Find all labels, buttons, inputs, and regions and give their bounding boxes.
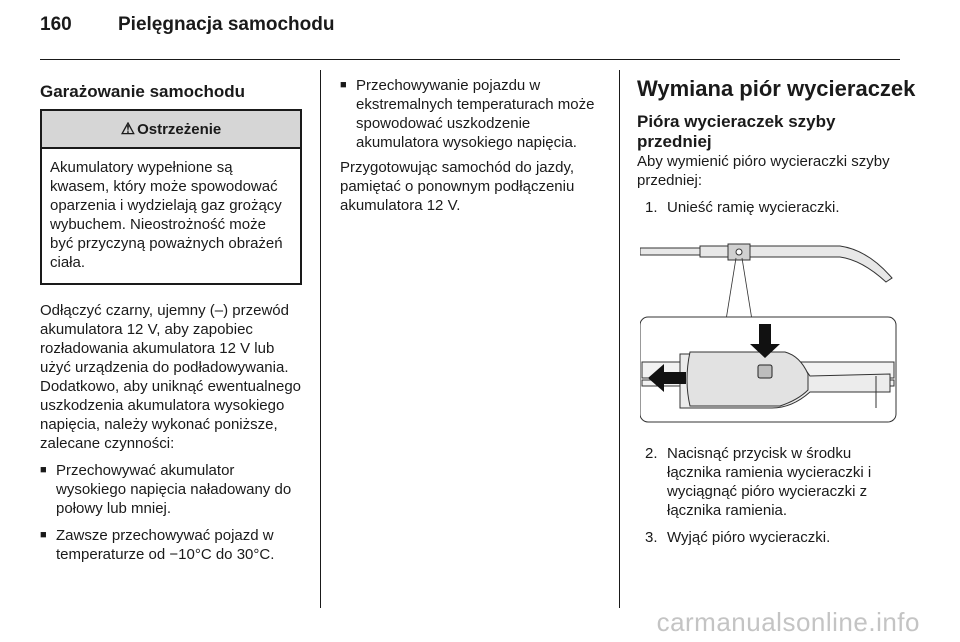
bullet-square-icon: ■ [40,529,47,541]
list-item [40,461,302,518]
middle-column [340,76,602,215]
step-number: 1. [645,199,658,216]
step-item [637,528,899,547]
list-item-text: Przechowywanie pojazdu w ekstremalnych temperaturach może spowodować uszkodzenie akumulatora wysokiego napięcia. [356,77,595,151]
warning-header [42,111,300,149]
list-item [40,526,302,564]
bullet-square-icon: ■ [40,464,47,476]
intro-text: Aby wymienić pióro wycieraczki szyby przedniej: [637,153,890,189]
page-title: Pielęgnacja samochodu [118,14,335,35]
list-item [340,76,602,152]
paragraph: Przygotowując samochód do jazdy, pamiętać o ponownym podłączeniu akumulatora 12 V. [340,159,575,214]
step-number: 2. [645,445,658,462]
warning-triangle-icon: ⚠ [120,120,136,138]
step-text: Unieść ramię wycieraczki. [667,199,840,216]
paragraph: Odłączyć czarny, ujemny (–) przewód akumulatora 12 V, aby zapobiec rozładowania akumulatora 12 V lub użyć urządzenia do podładowywania. Dodatkowo, aby uniknąć ewentualnego uszkodzenia akumulatora wysokiego napięcia, należy wykonać poniższe, zalecane czynności: [40,302,302,452]
step-item [637,198,899,217]
step-number: 3. [645,529,658,546]
list-item-text: Przechowywać akumulator wysokiego napięcia naładowany do połowy lub mniej. [56,462,292,517]
warning-text: Akumulatory wypełnione są kwasem, który może spowodować oparzenia i wydzielają gaz grożący wybuchem. Nieostrożność może być przyczyną poważnych obrażeń ciała. [50,159,283,271]
step-text: Wyjąć pióro wycieraczki. [667,529,831,546]
header-rule [40,59,900,60]
release-button [758,365,772,378]
subheading-front-wipers: Pióra wycieraczek szyby przedniej [637,112,836,151]
warning-box [40,109,302,285]
bullet-square-icon: ■ [340,79,347,91]
wiper-illustration [640,240,900,425]
left-column [40,82,302,564]
column-divider [320,70,321,608]
section-heading-garage: Garażowanie samochodu [40,82,245,101]
column-divider [619,70,620,608]
step-item [637,444,899,520]
zoom-line [726,258,736,320]
right-column [637,76,916,217]
wiper-arm-overview [640,244,892,282]
step-text: Nacisnąć przycisk w środku łącznika ramienia wycieraczki i wyciągnąć pióro wycieraczki z łącznika ramienia. [667,445,872,519]
zoom-line [742,258,752,320]
watermark: carmanualsonline.info [656,607,920,637]
page-number: 160 [40,14,72,35]
warning-title: Ostrzeżenie [137,120,222,138]
right-column-steps [637,444,899,547]
section-heading-wipers: Wymiana piór wycieraczek [637,76,916,101]
list-item-text: Zawsze przechowywać pojazd w temperaturze od −10°C do 30°C. [56,527,275,563]
